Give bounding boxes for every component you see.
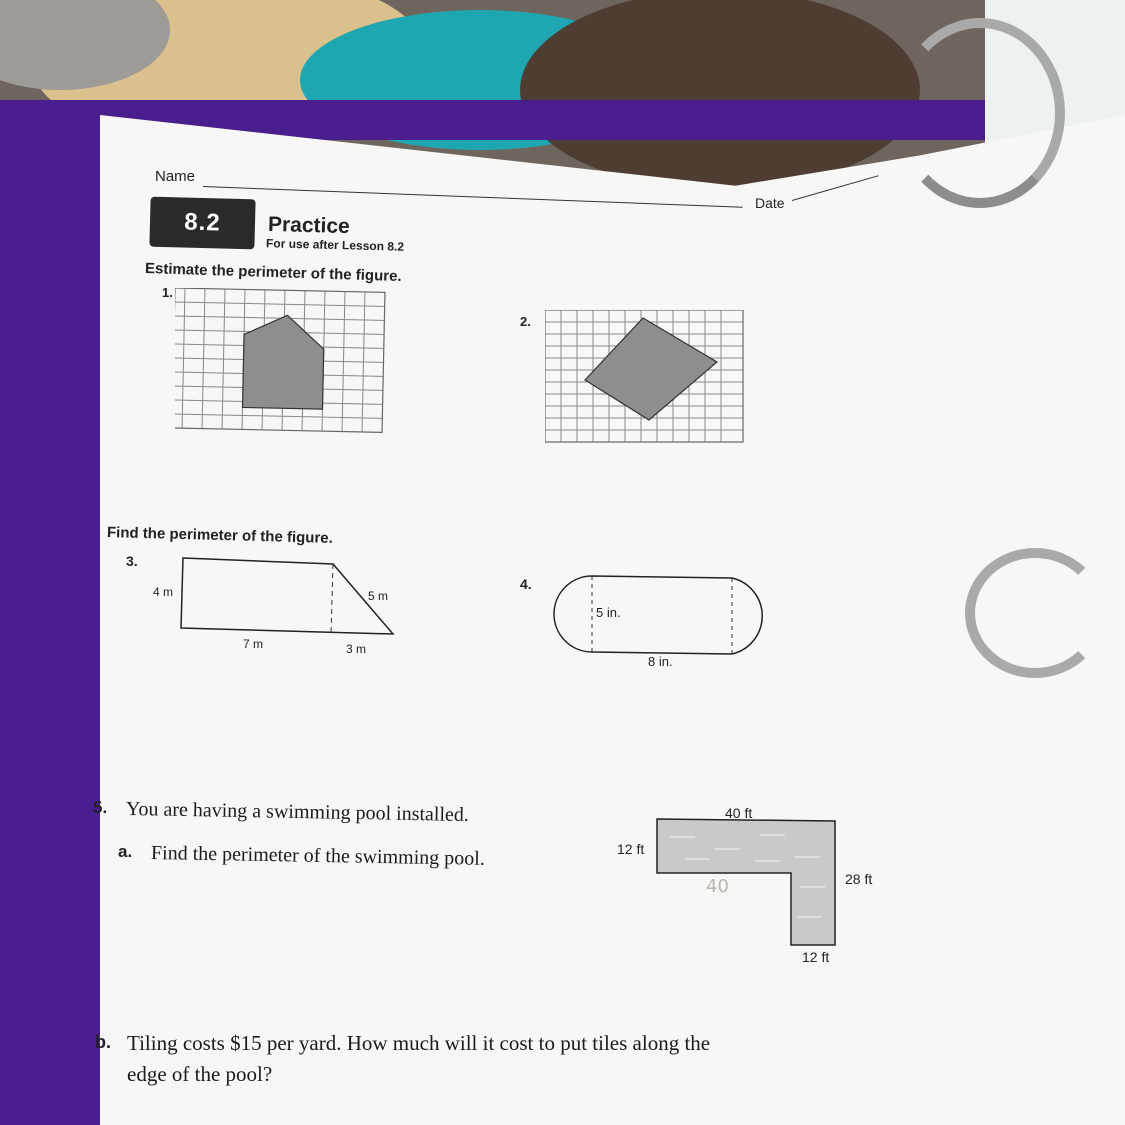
problem-5-number: 5. [93,798,108,817]
section-badge: 8.2 [149,197,255,250]
problem-1-number: 1. [162,285,173,300]
problem-1-grid-figure [175,288,387,436]
find-instruction: Find the perimeter of the figure. [106,524,334,547]
problem-4-stadium-shape [546,572,778,656]
problem-3-number: 3. [126,553,138,569]
part-b-line-1: Tiling costs $15 per yard. How much will it cost to put tiles along the [127,1031,711,1055]
practice-title: Practice [267,212,351,239]
date-label: Date [755,195,785,211]
problem-3-trapezoid [178,556,398,646]
problem-3-label-slant: 5 m [368,589,389,603]
problem-4-number: 4. [520,576,532,592]
name-label: Name [155,168,196,185]
part-a-letter: a. [118,842,133,861]
handwritten-note: 40 [706,876,729,897]
estimate-instruction: Estimate the perimeter of the figure. [144,260,402,286]
practice-subtitle: For use after Lesson 8.2 [265,236,405,254]
problem-3-label-left: 4 m [153,585,174,599]
problem-5-text: You are having a swimming pool installed. [125,798,470,826]
problem-2-grid-figure [545,310,747,446]
problem-4-label-length: 8 in. [648,654,673,669]
problem-4-label-height: 5 in. [596,605,621,620]
pool-label-left: 12 ft [617,841,645,857]
problem-3-label-bottom-right: 3 m [346,642,367,656]
problem-2-number: 2. [520,314,531,329]
pool-diagram [655,817,837,947]
problem-3-label-bottom-left: 7 m [243,637,264,651]
pool-label-right: 28 ft [845,871,873,887]
binder-ring-middle [965,548,1105,678]
part-a-text: Find the perimeter of the swimming pool. [150,842,485,870]
part-b-line-2: edge of the pool? [127,1062,273,1086]
part-b-letter: b. [95,1032,111,1052]
pool-label-bottom: 12 ft [802,949,830,965]
pool-label-top: 40 ft [725,805,753,821]
binder-ring-top [895,18,1065,208]
